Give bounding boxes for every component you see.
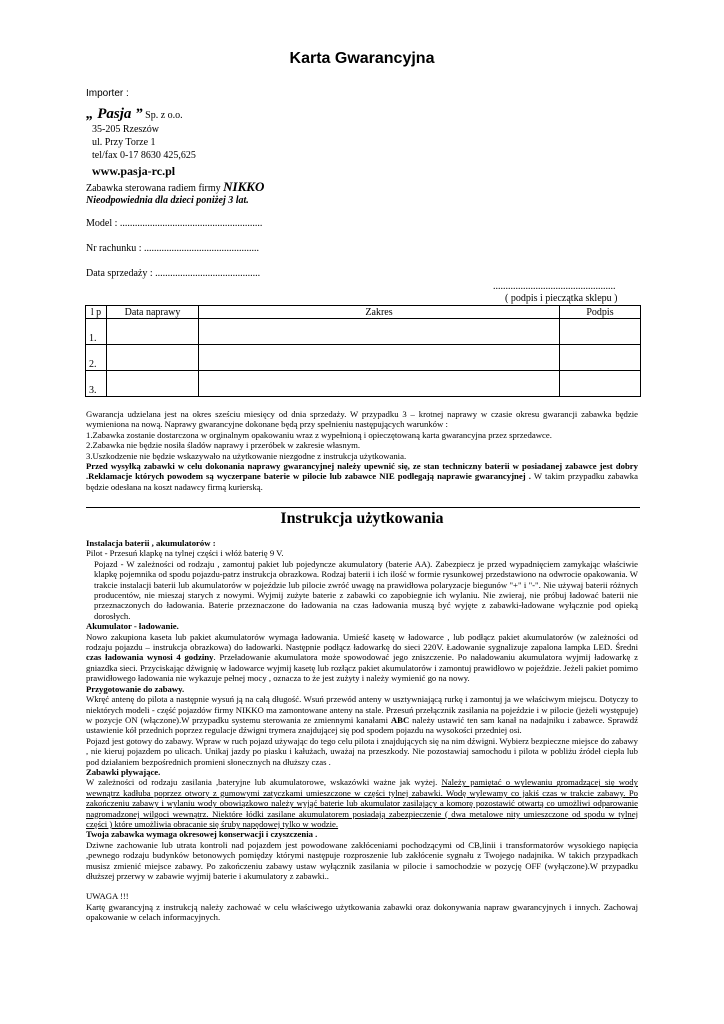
charging-text-b: . Przeładowanie akumulatora może spowodować jego zniszczenie. Po naładowaniu akumulatora wyjmij ładowarkę z gniazdka sieci. Przyciskając dźwignię w ładowarce wyjmij kasetę lub rozłącz pakiet akumulatorów i zamontuj prawidłowo w pojeździe. Jeżeli pakiet pomimo prawidłowego ładowania nie wykazuje pełnej mocy , oznacza to że jest zużyty i należy wymienić go na nowy. [86, 652, 638, 684]
charging-text-a: Nowo zakupiona kaseta lub pakiet akumulatorów wymaga ładowania. Umieść kasetę w ładowarce , lub podłącz pakiet akumulatorów (w zależności od rodzaju pojazdu – instrukcja obrazkowa) do ładowarki. Następnie podłącz ładowarkę do sieci 220V. Ładowanie sygnalizuje zapalona lampka LED. Średni [86, 631, 638, 653]
model-field[interactable]: Model : ......................................................... [86, 218, 263, 229]
repair-table [85, 305, 641, 397]
warning-text: Kartę gwarancyjną z instrukcją należy zachować w celu właściwego użytkowania zabawki oraz dokonywania napraw gwarancyjnych i innych. Zachowaj opakowanie w celach informacyjnych. [86, 901, 638, 923]
stamp-signature-line[interactable]: ................................................. [493, 281, 616, 292]
condition-3: 3.Uszkodzenie nie będzie wskazywało na użytkowanie niezgodne z instrukcja użytkowania. [86, 450, 407, 461]
row-number: 3. [86, 371, 107, 397]
stamp-label: ( podpis i pieczątka sklepu ) [505, 293, 618, 304]
company-suffix: Sp. z o.o. [145, 110, 183, 121]
scope-cell[interactable] [199, 371, 560, 397]
preparation-text-b: należy ustawić ten sam kanał na nadajniku i zabawce. Sprawdź ustawienie kół przednich poprzez regulacje dźwigni trymera znajdującej się pod spodem pojazdu na wysokości przedniej osi. [86, 714, 639, 736]
vehicle-battery-text: Pojazd - W zależności od rodzaju , zamontuj pakiet lub pojedyncze akumulatory (baterie AA). Zabezpiecz je przed wypadnięciem zamykając właściwie klapkę pojemnika od spodu pojazdu-patrz instrukcja obrazkowa. Rodzaj baterii i ich ilość w formie rysunkowej przedstawiono na odwrocie opakowania. W trakcie instalacji baterii lub akumulatorów w pojeździe lub pilocie zwróć uwagę na prawidłowa polaryzacje biegunów "+" i "-". Nie używaj baterii różnych producentów, nie mieszaj starych z nowymi. Wyjmij zużyte baterie z zabawki co zapobiegnie ich wylaniu. Nie zwieraj, nie próbuj ładować baterii nie przeznaczonych do ładowania. Baterie przeznaczone do ładowania na czas ładowania muszą być wyjęte z zabawki-ładowane wyłącznie pod opieką dorosłych. [94, 558, 638, 621]
condition-2: 2.Zabawka nie będzie nosiła śladów naprawy i przeróbek w zakresie własnym. [86, 440, 361, 451]
col-repair-date: Data naprawy [107, 306, 199, 319]
scope-cell[interactable] [199, 319, 560, 345]
col-signature: Podpis [560, 306, 641, 319]
warning-title: UWAGA !!! [86, 891, 129, 902]
floating-toys-underlined: Należy pamiętać o wylewaniu gromadzącej się wody wewnątrz kadłuba poprzez otwory z gumowymi zatyczkami umieszczone w części tylnej zabawki. Wodę wylewamy co jakiś czas w trakcie zabawy. Po zakończeniu zabawy i wylaniu wody obowiązkowo należy wyjąć baterie lub akumulator zasilający a komorę pozostawić otwartą co umożliwi odparowanie nagromadzonej wilgoci wewnątrz. Niektóre łódki zasilane akumulatorem posiadają zabezpieczenie ( dwa metalowe nity umieszczone od spodu w tylnej części ) które umożliwia obracanie się śruby napędowej tylko w wodzie. [86, 777, 638, 829]
battery-notice [86, 461, 638, 492]
table-row [86, 371, 641, 397]
abc-channels: ABC [390, 714, 410, 725]
age-warning: Nieodpowiednia dla dzieci poniżej 3 lat. [86, 195, 249, 206]
preparation-heading: Przygotowanie do zabawy. [86, 683, 185, 694]
charging-text [86, 632, 638, 684]
instructions-body [86, 538, 638, 923]
table-row [86, 319, 641, 345]
product-desc-prefix: Zabawka sterowana radiem firmy [86, 183, 221, 194]
importer-brand-line [86, 106, 183, 124]
repair-date-cell[interactable] [107, 371, 199, 397]
maintenance-heading: Twoja zabawka wymaga okresowej konserwacji i czyszczenia . [86, 829, 318, 840]
col-scope: Zakres [199, 306, 560, 319]
maintenance-text: Dziwne zachowanie lub utrata kontroli nad pojazdem jest powodowane zakłóceniami pochodzącymi od CB,linii i transformatorów wysokiego napięcia ,pewnego rodzaju budynków betonowych pomiędzy którymi następuje rozproszenie lub zakłócenie sygnału z Twojego nadajnika. W takich przypadkach musisz zmienić miejsce zabawy. Po zakończeniu zabawy ustaw wyłącznik zasilania w pilocie i samochodzie w pozycję OFF (wyłączone).W przypadku dłuższej przerwy w zabawie wyjmij baterie i akumulatory z zabawki.. [86, 839, 638, 881]
invoice-field[interactable]: Nr rachunku : .............................................. [86, 243, 260, 254]
signature-cell[interactable] [560, 345, 641, 371]
signature-cell[interactable] [560, 319, 641, 345]
battery-notice-bold: Przed wysyłką zabawki w celu dokonania naprawy gwarancyjnej należy upewnić się, ze stan techniczny baterii w posiadanej zabawce jest dobry .Reklamacje których powodem są wyczerpane baterie w pilocie lub zabawce NIE podlegają naprawie gwarancyjnej . [86, 461, 638, 482]
product-description [86, 180, 264, 196]
play-text: Pojazd jest gotowy do zabawy. Wpraw w ruch pojazd używając do tego celu pilota i znajdujących się na nim dźwigni. Wybierz bezpieczne miejsce do zabawy , nie kieruj pojazdem po ulicach. Unikaj jazdy po piasku i kałużach, uważaj na przeszkody. Nie pozostawiaj samochodu i pilota w pobliżu źródeł ciepła lub pod działaniem bezpośrednich promieni słonecznych na dłuższy czas . [86, 735, 638, 767]
guarantee-terms [86, 409, 638, 492]
row-number: 1. [86, 319, 107, 345]
col-lp: l p [86, 306, 107, 319]
address-city: 35-205 Rzeszów [92, 124, 159, 135]
scope-cell[interactable] [199, 345, 560, 371]
page-title: Karta Gwarancyjna [289, 50, 435, 67]
floating-toys-heading: Zabawki pływające. [86, 766, 161, 777]
importer-label: Importer : [86, 88, 129, 99]
sale-date-field[interactable]: Data sprzedaży : .......................................... [86, 268, 261, 279]
brand-name: „ Pasja ” [86, 106, 143, 122]
repair-date-cell[interactable] [107, 319, 199, 345]
preparation-text-a: Wkręć antenę do pilota a następnie wysuń ją na całą długość. Wsuń przewód anteny w usztywniającą rurkę i zamontuj ja we właściwym miejscu. Dotyczy to niektórych modeli - część pojazdów firmy NIKKO ma zamontowane anteny na stale. Przesuń przełącznik zasilania na pojeździe i w pilocie (jeżeli występuje) w pozycje ON (włączone).W przypadku systemu sterowania ze zmiennymi kanałami [86, 694, 638, 725]
remote-battery-text: Pilot - Przesuń klapkę na tylnej części i włóż baterię 9 V. [86, 548, 284, 559]
battery-install-heading: Instalacja baterii , akumulatorów : [86, 538, 216, 548]
row-number: 2. [86, 345, 107, 371]
signature-cell[interactable] [560, 371, 641, 397]
floating-toys-text [86, 777, 638, 829]
floating-toys-text-a: W zależności od rodzaju zasilania ,bateryjne lub akumulatorowe, wskazówki ważne jak wyżej. [86, 777, 442, 788]
table-row [86, 345, 641, 371]
address-street: ul. Przy Torze 1 [92, 137, 156, 148]
battery-notice-tail: W takim przypadku zabawka będzie odesłana na koszt nadawcy firmą kurierską. [86, 471, 638, 492]
maker-name: NIKKO [223, 179, 265, 194]
condition-1: 1.Zabawka zostanie dostarczona w orginalnym opakowaniu wraz z wypełnioną i opieczętowaną karta gwarancyjna przez sprzedawce. [86, 429, 552, 440]
repair-date-cell[interactable] [107, 345, 199, 371]
phone-fax: tel/fax 0-17 8630 425,625 [92, 150, 196, 161]
preparation-text [86, 694, 638, 736]
charging-time: czas ładowania wynosi 4 godziny [86, 652, 214, 663]
guarantee-intro: Gwarancja udzielana jest na okres sześciu miesięcy od dnia sprzedaży. W przypadku 3 – krotnej naprawy w czasie okresu gwarancji zabawka będzie wymieniona na nową. Naprawy gwarancyjne dokonane będą przy spełnieniu następujących warunków : [86, 409, 638, 430]
instructions-title: Instrukcja użytkowania [280, 510, 444, 527]
section-divider [86, 507, 640, 508]
website-link[interactable]: www.pasja-rc.pl [92, 164, 176, 178]
charging-heading: Akumulator - ładowanie. [86, 621, 179, 632]
repair-table-header [86, 306, 641, 319]
